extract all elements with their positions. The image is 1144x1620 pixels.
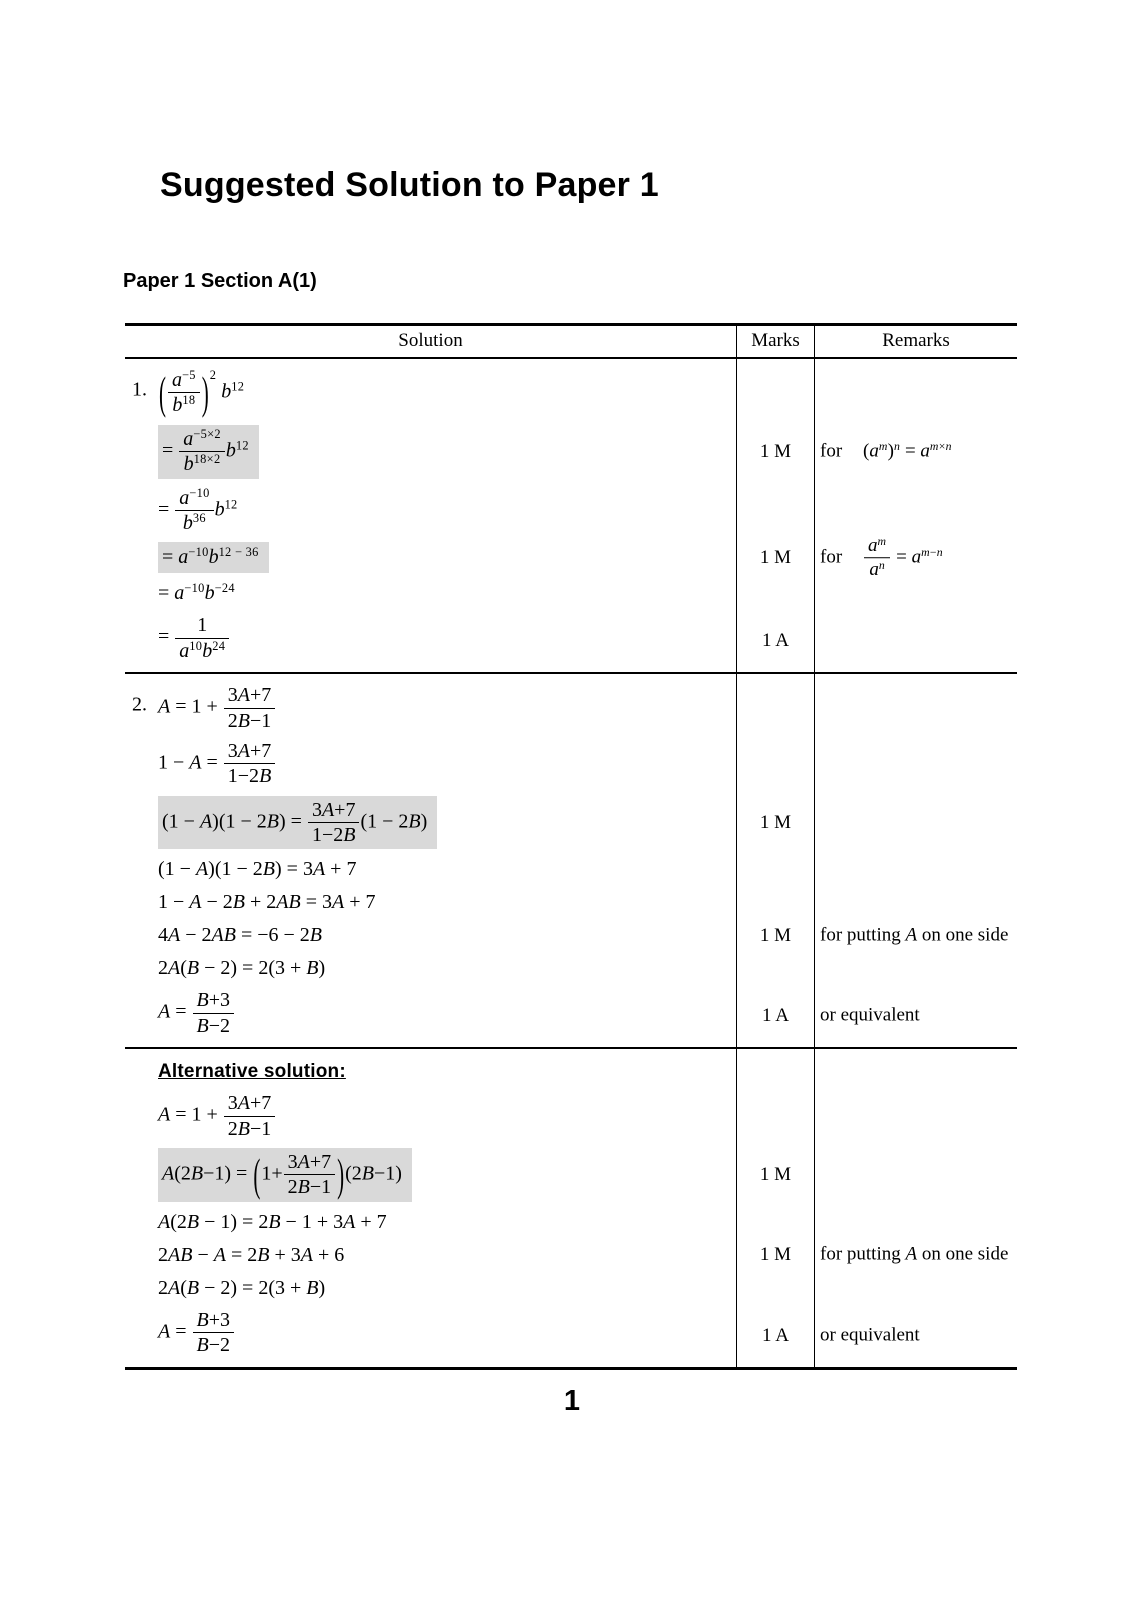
marks-value: 1 M: [759, 440, 792, 462]
remark-text: for $\frac{a^m}{a^n}$ = $a^{m-n}$: [820, 534, 943, 581]
solution-table: [125, 323, 1017, 1370]
marks-value: 1 A: [762, 1005, 789, 1027]
equation: A = $\frac{B+3}{B-2}$: [158, 989, 235, 1037]
marks-cell: [736, 1239, 815, 1272]
marks-cell: [736, 1206, 815, 1239]
marks-cell: [736, 577, 815, 610]
marks-cell: [736, 421, 815, 483]
remark-cell: [815, 1305, 1017, 1367]
marks-cell: [736, 736, 815, 792]
equation-highlighted: (1 − A)(1 − 2B) = $\frac{3A+7}{1-2B}$ (1 − 2B): [158, 796, 437, 850]
remark-cell: [815, 985, 1017, 1047]
remark-cell: [815, 952, 1017, 985]
equation-highlighted: A(2B−1) = ( 1+ $\frac{3A+7}{2B-1}$ ) (2B−1): [158, 1148, 412, 1202]
marks-value: 1 A: [762, 1324, 789, 1346]
table-header-row: [125, 326, 1017, 359]
solution-line: [125, 736, 736, 792]
remark-text: or equivalent: [820, 1004, 920, 1026]
solution-line: [125, 1206, 736, 1239]
marks-value: 1 M: [759, 924, 792, 946]
marks-cell: [736, 1272, 815, 1305]
solution-line: [125, 421, 736, 483]
solution-line: [125, 792, 736, 854]
equation: A = $\frac{B+3}{B-2}$: [158, 1309, 235, 1357]
solution-line: [125, 483, 736, 539]
remark-cell: [815, 736, 1017, 792]
remark-cell: [815, 1206, 1017, 1239]
marks-value: 1 A: [762, 630, 789, 652]
table-header-remarks: Remarks: [882, 330, 950, 351]
remark-cell: [815, 792, 1017, 854]
solution-line: [125, 1305, 736, 1367]
marks-cell: [736, 359, 815, 421]
solution-line: [125, 952, 736, 985]
marks-cell: [736, 538, 815, 577]
marks-value: 1 M: [759, 811, 792, 833]
marks-cell: [736, 1049, 815, 1088]
marks-cell: [736, 792, 815, 854]
marks-cell: [736, 853, 815, 886]
equation: 2A(B − 2) = 2(3 + B): [158, 957, 326, 980]
remark-text: for putting A on one side: [820, 924, 1009, 946]
table-header-marks: Marks: [736, 326, 815, 357]
problem-row: [125, 672, 1017, 1047]
problem-row: [125, 359, 1017, 672]
equation-highlighted: = $\frac{a^{-5\times 2}}{b^{18\times 2}}$ $b^{12}$: [158, 425, 259, 479]
problem-number: 1.: [132, 378, 147, 401]
solution-line: [125, 359, 736, 421]
remark-cell: [815, 1088, 1017, 1144]
marks-cell: [736, 674, 815, 736]
marks-cell: [736, 610, 815, 672]
solution-line: [125, 1272, 736, 1305]
equation: = $\frac{1}{a^{10}b^{24}}$: [158, 614, 230, 662]
marks-cell: [736, 1088, 815, 1144]
equation: (1 − A)(1 − 2B) = 3A + 7: [158, 858, 357, 881]
solution-line: [125, 1239, 736, 1272]
solution-line: [125, 610, 736, 672]
remark-text: for $(a^m)^n = a^{m\times n}$: [820, 439, 952, 462]
equation: = $\frac{a^{-10}}{b^{36}}$ $b^{12}$: [158, 485, 238, 534]
equation: 1 − A − 2B + 2AB = 3A + 7: [158, 891, 376, 914]
equation: 1 − A = $\frac{3A+7}{1-2B}$: [158, 740, 276, 788]
remark-cell: [815, 919, 1017, 952]
remark-text: or equivalent: [820, 1324, 920, 1346]
remark-cell: [815, 853, 1017, 886]
equation: A(2B − 1) = 2B − 1 + 3A + 7: [158, 1210, 387, 1233]
solution-table-body: [125, 359, 1017, 1367]
remark-text: for putting A on one side: [820, 1243, 1009, 1265]
remark-cell: [815, 886, 1017, 919]
marks-cell: [736, 1144, 815, 1206]
problem-number: 2.: [132, 693, 147, 716]
solution-line: [125, 853, 736, 886]
equation: 4A − 2AB = −6 − 2B: [158, 924, 322, 947]
solution-line: [125, 1049, 736, 1088]
table-header-solution: Solution: [398, 330, 463, 351]
remark-cell: [815, 674, 1017, 736]
solution-line: [125, 1088, 736, 1144]
equation: 2A(B − 2) = 2(3 + B): [158, 1276, 326, 1299]
solution-line: [125, 538, 736, 577]
page-number: 1: [563, 1385, 581, 1417]
remark-cell: [815, 1239, 1017, 1272]
equation: 2AB − A = 2B + 3A + 6: [158, 1243, 345, 1266]
remark-cell: [815, 483, 1017, 539]
marks-value: 1 M: [759, 546, 792, 568]
marks-cell: [736, 886, 815, 919]
marks-cell: [736, 952, 815, 985]
marks-cell: [736, 483, 815, 539]
marks-value: 1 M: [759, 1244, 792, 1266]
solution-line: [125, 1144, 736, 1206]
page-title: Suggested Solution to Paper 1: [160, 166, 659, 204]
section-heading: Paper 1 Section A(1): [123, 270, 317, 292]
problem-row: [125, 1047, 1017, 1366]
alt-solution-label: Alternative solution:: [158, 1061, 346, 1083]
solution-line: [125, 577, 736, 610]
marks-cell: [736, 919, 815, 952]
remark-cell: [815, 577, 1017, 610]
remark-cell: [815, 421, 1017, 483]
solution-line: [125, 674, 736, 736]
solution-line: [125, 919, 736, 952]
equation: ( $\frac{a^{-5}}{b^{18}}$ ) $^2$ $b^{12}$: [159, 366, 245, 419]
remark-cell: [815, 359, 1017, 421]
remark-cell: [815, 1272, 1017, 1305]
marks-value: 1 M: [759, 1163, 792, 1185]
solution-line: [125, 886, 736, 919]
remark-cell: [815, 1049, 1017, 1088]
marks-cell: [736, 1305, 815, 1367]
equation: A = 1 + $\frac{3A+7}{2B-1}$: [158, 684, 276, 732]
marks-cell: [736, 985, 815, 1047]
remark-cell: [815, 610, 1017, 672]
solution-line: [125, 985, 736, 1047]
equation: = $a^{-10}b^{-24}$: [158, 581, 235, 605]
remark-cell: [815, 1144, 1017, 1206]
equation-highlighted: = $a^{-10}b^{12 - 36}$: [158, 542, 269, 573]
equation: A = 1 + $\frac{3A+7}{2B-1}$: [158, 1092, 276, 1140]
remark-cell: [815, 534, 1017, 581]
